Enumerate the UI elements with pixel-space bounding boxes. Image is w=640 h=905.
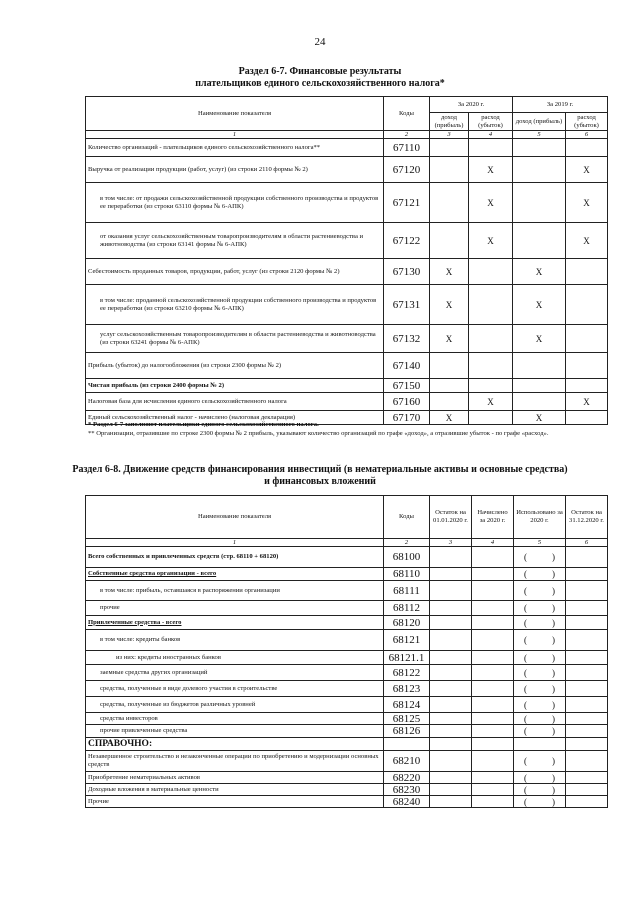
table-row: Чистая прибыль (из строки 2400 формы № 2) 67150 <box>86 379 608 393</box>
col-header-balance-end: Остаток на 31.12.2020 г. <box>566 496 608 539</box>
col-header-used: Использовано за 2020 г. <box>514 496 566 539</box>
table-row: прочие 68112 ( ) <box>86 601 608 616</box>
footnote-1: * Раздел 6-7 заполняют плательщики единого сельскохозяйственного налога. <box>88 421 319 428</box>
col-header-2019: За 2019 г. <box>513 97 608 113</box>
table-row: Доходные вложения в материальные ценности 68230 ( ) <box>86 784 608 796</box>
col-header-expense-2019: расход (убыток) <box>566 113 608 131</box>
reference-header-row <box>86 738 608 751</box>
table-row: Собственные средства организации - всего 68110 ( ) <box>86 568 608 581</box>
table-row: средства, полученные из бюджетов различных уровней 68124 ( ) <box>86 697 608 713</box>
column-index-row: 1 2 3 4 5 6 <box>86 131 608 139</box>
table-row: Привлеченные средства - всего 68120 ( ) <box>86 616 608 630</box>
col-header-2020: За 2020 г. <box>430 97 513 113</box>
table-row: из них: кредиты иностранных банков 68121.1 ( ) <box>86 651 608 665</box>
table-row: Налоговая база для исчисления единого сельскохозяйственного налога 67160 X X <box>86 393 608 411</box>
table-row: в том числе: кредиты банков 68121 ( ) <box>86 630 608 651</box>
section-6-8-title: Раздел 6-8. Движение средств финансирования инвестиций (в нематериальные активы и основные средства) и финансовых вложений <box>72 464 568 487</box>
table-row: средства инвесторов 68125 ( ) <box>86 713 608 725</box>
table-row: Прибыль (убыток) до налогообложения (из строки 2300 формы № 2) 67140 <box>86 353 608 379</box>
table-row: заемные средства других организаций 68122 ( ) <box>86 665 608 681</box>
table-row: Себестоимость проданных товаров, продукции, работ, услуг (из строки 2120 формы № 2) 67130 X X <box>86 259 608 285</box>
col-header-codes: Коды <box>384 496 430 539</box>
table-row: от оказания услуг сельскохозяйственным товаропроизводителям в области растениеводства и животноводства (из строки 63141 формы № 6-АПК) 67122 X X <box>86 223 608 259</box>
footnote-2: ** Организации, отразившие по строке 2300 формы № 2 прибыль, указывают количество организаций по графе «доход», а отразившие убыток - по графе «расход». <box>88 429 549 437</box>
col-header-name: Наименование показателя <box>86 496 384 539</box>
table-row: средства, полученные в виде долевого участия в строительстве 68123 ( ) <box>86 681 608 697</box>
reference-label: СПРАВОЧНО: <box>86 738 384 751</box>
col-header-name: Наименование показателя <box>86 97 384 131</box>
table-row: Количество организаций - плательщиков единого сельскохозяйственного налога** 67110 <box>86 139 608 157</box>
col-header-income-2020: доход (прибыль) <box>430 113 469 131</box>
col-header-expense-2020: расход (убыток) <box>469 113 513 131</box>
financial-results-table <box>85 96 608 425</box>
page-number: 24 <box>314 36 326 48</box>
table-row: в том числе: от продажи сельскохозяйственной продукции собственного производства и продуктов ее переработки (из строки 63110 формы № 6-АПК) 67121 X X <box>86 183 608 223</box>
table-row: прочие привлеченные средства 68126 ( ) <box>86 725 608 738</box>
col-header-income-2019: доход (прибыль) <box>513 113 566 131</box>
table-row: Незавершенное строительство и незаконченные операции по приобретению и модернизации основных средств 68210 ( ) <box>86 751 608 772</box>
table-row: Всего собственных и привлеченных средств (стр. 68110 + 68120) 68100 ( ) <box>86 547 608 568</box>
table-row: в том числе: прибыль, оставшаяся в распоряжении организации 68111 ( ) <box>86 581 608 601</box>
section-6-7-notes <box>88 421 608 438</box>
table-row: Прочие 68240 ( ) <box>86 796 608 808</box>
table-row: Приобретение нематериальных активов 68220 ( ) <box>86 772 608 784</box>
column-index-row: 1 2 3 4 5 6 <box>86 539 608 547</box>
col-header-codes: Коды <box>384 97 430 131</box>
table-row: в том числе: проданной сельскохозяйственной продукции собственного производства и продуктов ее переработки (из строки 63210 формы № 6-АПК) 67131 X X <box>86 285 608 325</box>
col-header-accrued: Начислено за 2020 г. <box>472 496 514 539</box>
col-header-balance-start: Остаток на 01.01.2020 г. <box>430 496 472 539</box>
table-row: Единый сельскохозяйственный налог - начислено (налоговая декларация) 67170 X X <box>86 411 608 425</box>
table-row: услуг сельскохозяйственным товаропроизводителям в области растениеводства и животноводства (из строки 63241 формы № 6-АПК) 67132 X X <box>86 325 608 353</box>
table-row: Выручка от реализации продукции (работ, услуг) (из строки 2110 формы № 2) 67120 X X <box>86 157 608 183</box>
investment-financing-table <box>85 495 608 808</box>
section-6-7-title: Раздел 6-7. Финансовые результаты плательщиков единого сельскохозяйственного налога* <box>195 66 445 89</box>
